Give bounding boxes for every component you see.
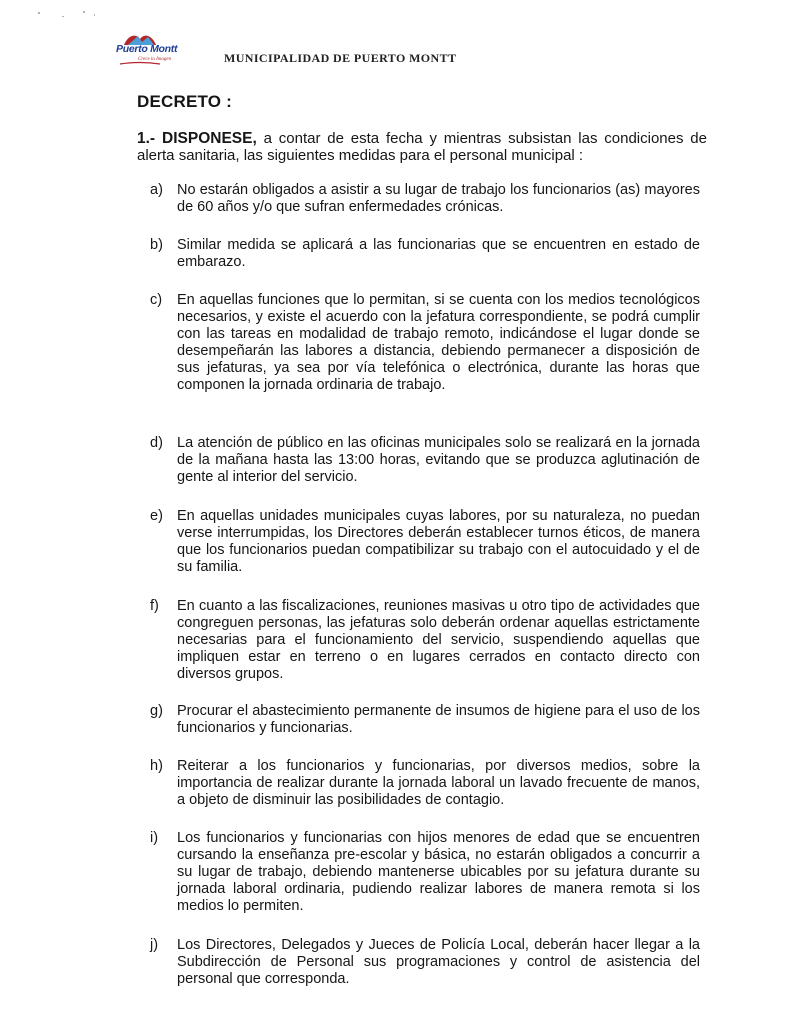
- item-text: Procurar el abastecimiento permanente de insumos de higiene para el uso de los funcionarios y funcionarias.: [177, 703, 700, 736]
- list-item: [150, 237, 700, 271]
- scan-speck: [94, 14, 95, 16]
- item-letter: h): [150, 758, 163, 774]
- list-item: [150, 598, 700, 683]
- item-text: La atención de público en las oficinas municipales solo se realizará en la jornada de la mañana hasta las 13:00 horas, evitando que se produzca aglutinación de gente al interior del servicio.: [177, 435, 700, 485]
- item-letter: c): [150, 292, 163, 308]
- list-item: [150, 435, 700, 486]
- list-item: [150, 830, 700, 915]
- scan-speck: [38, 12, 40, 14]
- item-letter: i): [150, 830, 159, 846]
- item-letter: a): [150, 182, 163, 198]
- item-text: No estarán obligados a asistir a su lugar de trabajo los funcionarios (as) mayores de 60 años y/o que sufran enfermedades crónicas.: [177, 182, 700, 215]
- letterhead: [114, 33, 674, 75]
- item-text: En aquellas funciones que lo permitan, si se cuenta con los medios tecnológicos necesarios, y existe el acuerdo con la jefatura correspondiente, se podrá cumplir con las tareas en modalidad de trabajo remoto, indicándose el lugar donde se desempeñarán las labores a distancia, debiendo permanecer a disposición de sus jefaturas, ya sea por vía telefónica o electrónica, durante las horas que componen la jornada ordinaria de trabajo.: [177, 292, 700, 393]
- item-letter: g): [150, 703, 163, 719]
- item-text: Los Directores, Delegados y Jueces de Policía Local, deberán hacer llegar a la Subdirección de Personal sus programaciones y control de asistencia del personal que corresponda.: [177, 937, 700, 987]
- item-text: Reiterar a los funcionarios y funcionarias, por diversos medios, sobre la importancia de realizar durante la jornada laboral un lavado frecuente de manos, a objeto de disminuir las posibilidades de contagio.: [177, 758, 700, 808]
- item-letter: j): [150, 937, 159, 953]
- list-item: [150, 703, 700, 737]
- logo-name: Puerto Montt: [116, 43, 178, 55]
- intro-text: a contar de esta fecha y mientras subsistan las condiciones de alerta sanitaria, las siguientes medidas para el personal municipal :: [137, 130, 707, 164]
- scan-speck: [83, 11, 85, 13]
- item-letter: e): [150, 508, 163, 524]
- header-title: MUNICIPALIDAD DE PUERTO MONTT: [224, 51, 457, 65]
- intro-lead: 1.- DISPONESE,: [137, 130, 257, 147]
- item-text: Los funcionarios y funcionarias con hijos menores de edad que se encuentren cursando la enseñanza pre-escolar y básica, no estarán obligados a concurrir a su lugar de trabajo, debiendo mantenerse ubicables por su jefatura durante su jornada laboral ordinaria, pudiendo realizar labores de manera remota si los medios lo permiten.: [177, 830, 700, 914]
- list-item: [150, 508, 700, 576]
- item-letter: b): [150, 237, 163, 253]
- decree-heading: DECRETO :: [137, 92, 232, 111]
- item-text: En cuanto a las fiscalizaciones, reuniones masivas u otro tipo de actividades que congreguen personas, las jefaturas solo deberán ordenar aquellas estrictamente necesarias para el funcionamiento del servicio, suspendiendo aquellas que impliquen estar en terreno o en lugares cerrados en contacto directo con diversos grupos.: [177, 598, 700, 682]
- municipality-logo: [114, 33, 178, 73]
- list-item: [150, 292, 700, 394]
- list-item: [150, 182, 700, 216]
- list-item: [150, 758, 700, 809]
- decree-intro: [137, 130, 707, 164]
- item-letter: f): [150, 598, 159, 614]
- list-item: [150, 937, 700, 988]
- item-text: Similar medida se aplicará a las funcionarias que se encuentren en estado de embarazo.: [177, 237, 700, 270]
- item-text: En aquellas unidades municipales cuyas labores, por su naturaleza, no puedan verse interrumpidas, los Directores deberán establecer turnos éticos, de manera que los funcionarios puedan compatibilizar su trabajo con el autocuidado y el de su familia.: [177, 508, 700, 575]
- logo-tagline: Crece la Imagen: [138, 57, 172, 62]
- scan-speck: [62, 16, 64, 17]
- item-letter: d): [150, 435, 163, 451]
